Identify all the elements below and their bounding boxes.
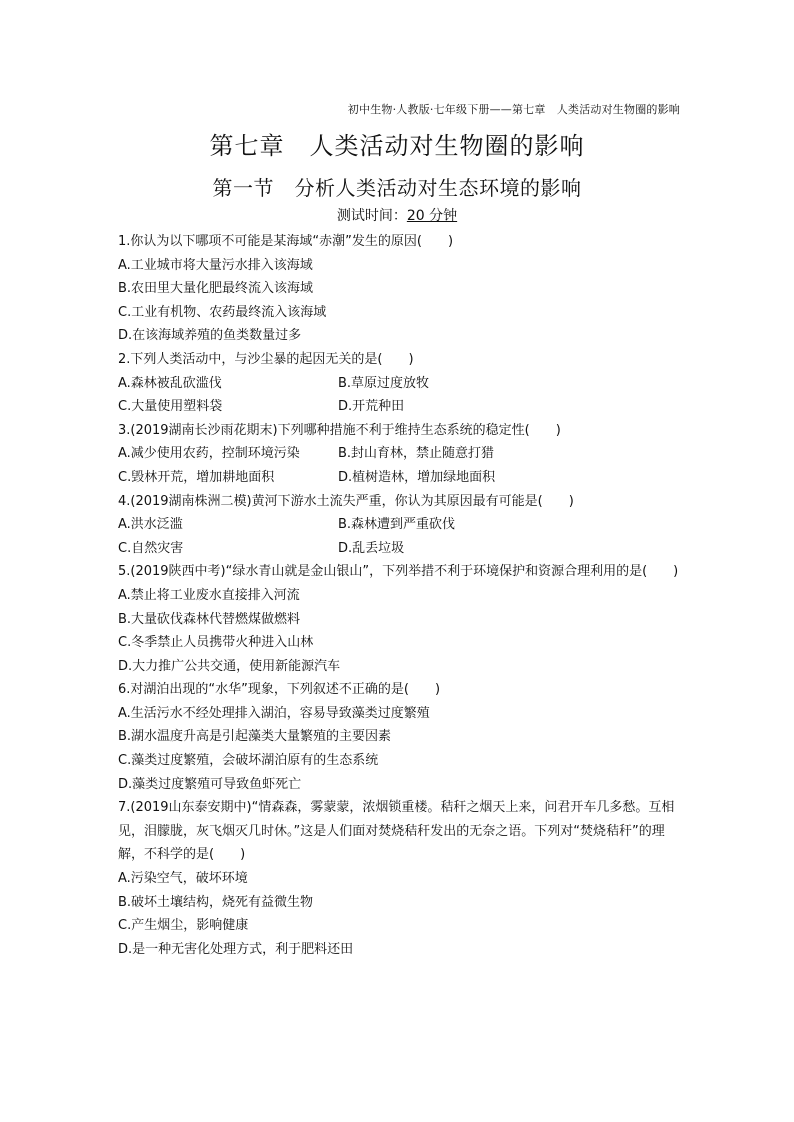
option-list [118, 372, 688, 419]
test-time-label: 测试时间： [336, 208, 407, 224]
option-b: B.大量砍伐森林代替燃煤做燃料 [118, 611, 301, 627]
option-b: B.封山育林，禁止随意打猎 [338, 446, 495, 462]
question-1 [118, 230, 688, 348]
option-b: B.农田里大量化肥最终流入该海域 [118, 281, 314, 297]
question-stem: 4.(2019湖南株洲二模)黄河下游水土流失严重，你认为其原因最有可能是( ) [118, 493, 574, 509]
option-c: C.毁林开荒，增加耕地面积 [118, 469, 275, 485]
question-6 [118, 678, 688, 796]
option-list [118, 442, 688, 489]
chapter-title: 第七章 人类活动对生物圈的影响 [209, 132, 585, 160]
option-list [118, 867, 688, 961]
option-b: B.森林遭到严重砍伐 [338, 517, 456, 533]
option-d: D.植树造林，增加绿地面积 [338, 469, 496, 485]
option-list [118, 513, 688, 560]
option-c: C.藻类过度繁殖，会破坏湖泊原有的生态系统 [118, 753, 379, 769]
section-title: 第一节 分析人类活动对生态环境的影响 [212, 176, 582, 200]
test-time [0, 205, 794, 225]
question-7 [118, 796, 688, 961]
option-b: B.破坏土壤结构，烧死有益微生物 [118, 894, 314, 910]
question-stem: 6.对湖泊出现的“水华”现象，下列叙述不正确的是( ) [118, 682, 441, 698]
question-2 [118, 348, 688, 419]
option-list [118, 702, 688, 796]
option-a: A.生活污水不经处理排入湖泊，容易导致藻类过度繁殖 [118, 705, 430, 721]
option-d: D.开荒种田 [338, 399, 405, 415]
question-stem: 3.(2019湖南长沙雨花期末)下列哪种措施不利于维持生态系统的稳定性( ) [118, 422, 561, 438]
running-header: 初中生物·人教版·七年级下册——第七章 人类活动对生物圈的影响 [347, 103, 680, 116]
option-d: D.在该海域养殖的鱼类数量过多 [118, 328, 302, 344]
option-a: A.污染空气，破坏环境 [118, 871, 248, 887]
question-3 [118, 419, 688, 490]
option-list [118, 254, 688, 348]
option-list [118, 584, 688, 678]
question-4 [118, 490, 688, 561]
option-c: C.大量使用塑料袋 [118, 399, 223, 415]
option-d: D.大力推广公共交通，使用新能源汽车 [118, 658, 341, 674]
option-c: C.工业有机物、农药最终流入该海域 [118, 304, 327, 320]
option-c: C.冬季禁止人员携带火种进入山林 [118, 635, 314, 651]
question-5 [118, 560, 688, 678]
option-d: D.乱丢垃圾 [338, 540, 405, 556]
option-b: B.草原过度放牧 [338, 375, 430, 391]
question-stem: 2.下列人类活动中，与沙尘暴的起因无关的是( ) [118, 351, 414, 367]
option-a: A.减少使用农药，控制环境污染 [118, 446, 300, 462]
test-time-value: 20 分钟 [406, 208, 458, 224]
option-d: D.是一种无害化处理方式，利于肥料还田 [118, 941, 354, 957]
question-stem: 7.(2019山东泰安期中)“情森森，雾蒙蒙，浓烟锁重楼。秸秆之烟天上来，问君开车几多愁。互相见，泪朦胧，灰飞烟灭几时休。”这是人们面对焚烧秸秆发出的无奈之语。下列对“焚烧秸秆”的理解，不科学的是( ) [118, 800, 675, 863]
option-d: D.藻类过度繁殖可导致鱼虾死亡 [118, 776, 302, 792]
question-stem: 1.你认为以下哪项不可能是某海域“赤潮”发生的原因( ) [118, 234, 454, 249]
question-list [118, 230, 688, 961]
option-b: B.湖水温度升高是引起藻类大量繁殖的主要因素 [118, 729, 392, 745]
question-stem: 5.(2019陕西中考)“绿水青山就是金山银山”，下列举措不利于环境保护和资源合理利用的是( ) [118, 564, 679, 580]
option-a: A.森林被乱砍滥伐 [118, 375, 222, 391]
option-a: A.洪水泛滥 [118, 517, 183, 533]
option-a: A.禁止将工业废水直接排入河流 [118, 587, 300, 603]
option-a: A.工业城市将大量污水排入该海域 [118, 257, 313, 273]
option-c: C.产生烟尘，影响健康 [118, 918, 249, 934]
option-c: C.自然灾害 [118, 540, 184, 556]
